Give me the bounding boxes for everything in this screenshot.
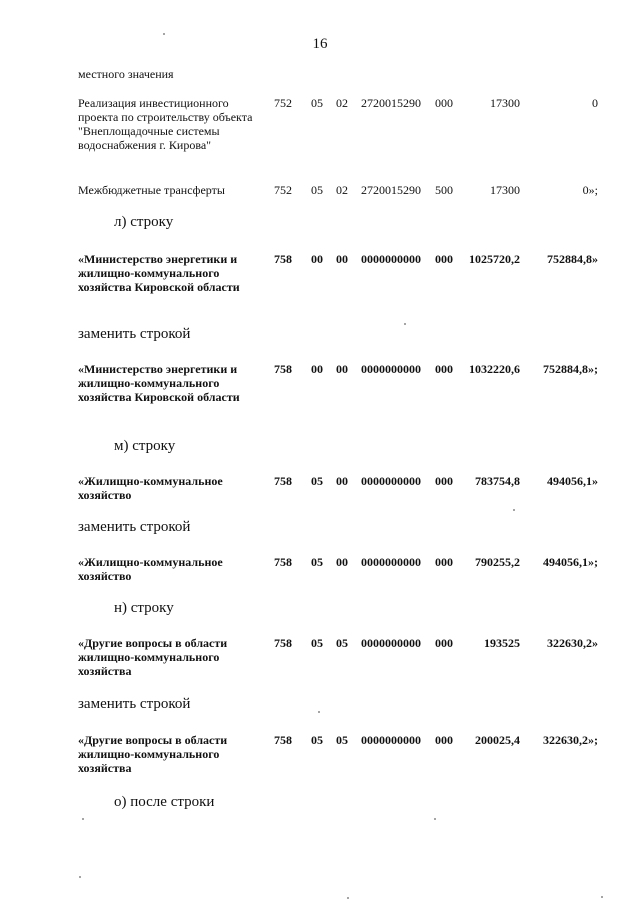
row-target-code: 0000000000 (361, 252, 421, 266)
row-sum-1: 1025720,2 (469, 252, 520, 266)
row-expense-type: 000 (435, 362, 453, 376)
instruction-o: о) после строки (114, 794, 215, 810)
instruction-m: м) строку (114, 438, 176, 454)
row-expense-type: 000 (435, 636, 453, 650)
row-expense-type: 000 (435, 474, 453, 488)
row-expense-type: 500 (435, 183, 453, 197)
row-name: Реализация инвестиционного проекта по строительству объекта "Внеплощадочные системы водоснабжения г. Кирова" (78, 96, 253, 152)
row-subsection: 05 (336, 733, 348, 747)
instruction-replace-3: заменить строкой (78, 696, 191, 712)
row-name: Межбюджетные трансферты (78, 183, 225, 197)
row-sum-1: 1032220,6 (469, 362, 520, 376)
scan-speck (404, 323, 406, 325)
page-number: 16 (312, 36, 328, 52)
continued-line: местного значения (78, 67, 174, 81)
row-admin-code: 752 (274, 96, 292, 110)
row-sum-1: 790255,2 (475, 555, 520, 569)
row-subsection: 05 (336, 636, 348, 650)
scan-speck (318, 711, 320, 713)
row-sum-1: 783754,8 (475, 474, 520, 488)
row-sum-2: 752884,8»; (543, 362, 598, 376)
row-subsection: 00 (336, 555, 348, 569)
row-section: 05 (311, 636, 323, 650)
scan-speck (82, 818, 84, 820)
row-expense-type: 000 (435, 555, 453, 569)
row-target-code: 0000000000 (361, 733, 421, 747)
row-expense-type: 000 (435, 733, 453, 747)
scan-speck (513, 509, 515, 511)
row-expense-type: 000 (435, 252, 453, 266)
scan-speck (434, 818, 436, 820)
scan-speck (163, 33, 165, 35)
row-admin-code: 758 (274, 474, 292, 488)
row-admin-code: 758 (274, 362, 292, 376)
row-name: «Жилищно-коммунальное хозяйство (78, 474, 223, 502)
row-subsection: 02 (336, 183, 348, 197)
row-subsection: 02 (336, 96, 348, 110)
instruction-n: н) строку (114, 600, 174, 616)
scan-speck (347, 897, 349, 899)
row-section: 00 (311, 252, 323, 266)
row-admin-code: 758 (274, 636, 292, 650)
row-name: «Другие вопросы в области жилищно-коммунального хозяйства (78, 636, 228, 678)
row-sum-1: 193525 (484, 636, 520, 650)
row-target-code: 2720015290 (361, 183, 421, 197)
row-subsection: 00 (336, 362, 348, 376)
row-sum-2: 494056,1»; (543, 555, 598, 569)
row-section: 05 (311, 555, 323, 569)
row-subsection: 00 (336, 474, 348, 488)
instruction-l: л) строку (114, 214, 174, 230)
row-sum-2: 0»; (582, 183, 598, 197)
row-section: 05 (311, 733, 323, 747)
row-section: 05 (311, 96, 323, 110)
scan-speck (79, 876, 81, 878)
row-admin-code: 758 (274, 252, 292, 266)
row-sum-2: 322630,2» (547, 636, 598, 650)
row-name: «Другие вопросы в области жилищно-коммунального хозяйства (78, 733, 228, 775)
row-target-code: 0000000000 (361, 362, 421, 376)
row-target-code: 2720015290 (361, 96, 421, 110)
row-name: «Министерство энергетики и жилищно-коммунального хозяйства Кировской области (78, 362, 240, 404)
instruction-replace-2: заменить строкой (78, 519, 191, 535)
row-sum-2: 494056,1» (547, 474, 598, 488)
row-admin-code: 752 (274, 183, 292, 197)
row-admin-code: 758 (274, 733, 292, 747)
row-admin-code: 758 (274, 555, 292, 569)
row-target-code: 0000000000 (361, 474, 421, 488)
row-target-code: 0000000000 (361, 636, 421, 650)
row-section: 05 (311, 474, 323, 488)
row-sum-1: 17300 (490, 96, 520, 110)
instruction-replace-1: заменить строкой (78, 326, 191, 342)
row-name: «Жилищно-коммунальное хозяйство (78, 555, 223, 583)
row-subsection: 00 (336, 252, 348, 266)
row-sum-2: 752884,8» (547, 252, 598, 266)
row-section: 05 (311, 183, 323, 197)
row-expense-type: 000 (435, 96, 453, 110)
scan-speck (601, 896, 603, 898)
row-section: 00 (311, 362, 323, 376)
row-sum-1: 17300 (490, 183, 520, 197)
row-sum-2: 0 (592, 96, 598, 110)
row-sum-1: 200025,4 (475, 733, 520, 747)
row-target-code: 0000000000 (361, 555, 421, 569)
row-name: «Министерство энергетики и жилищно-коммунального хозяйства Кировской области (78, 252, 240, 294)
row-sum-2: 322630,2»; (543, 733, 598, 747)
